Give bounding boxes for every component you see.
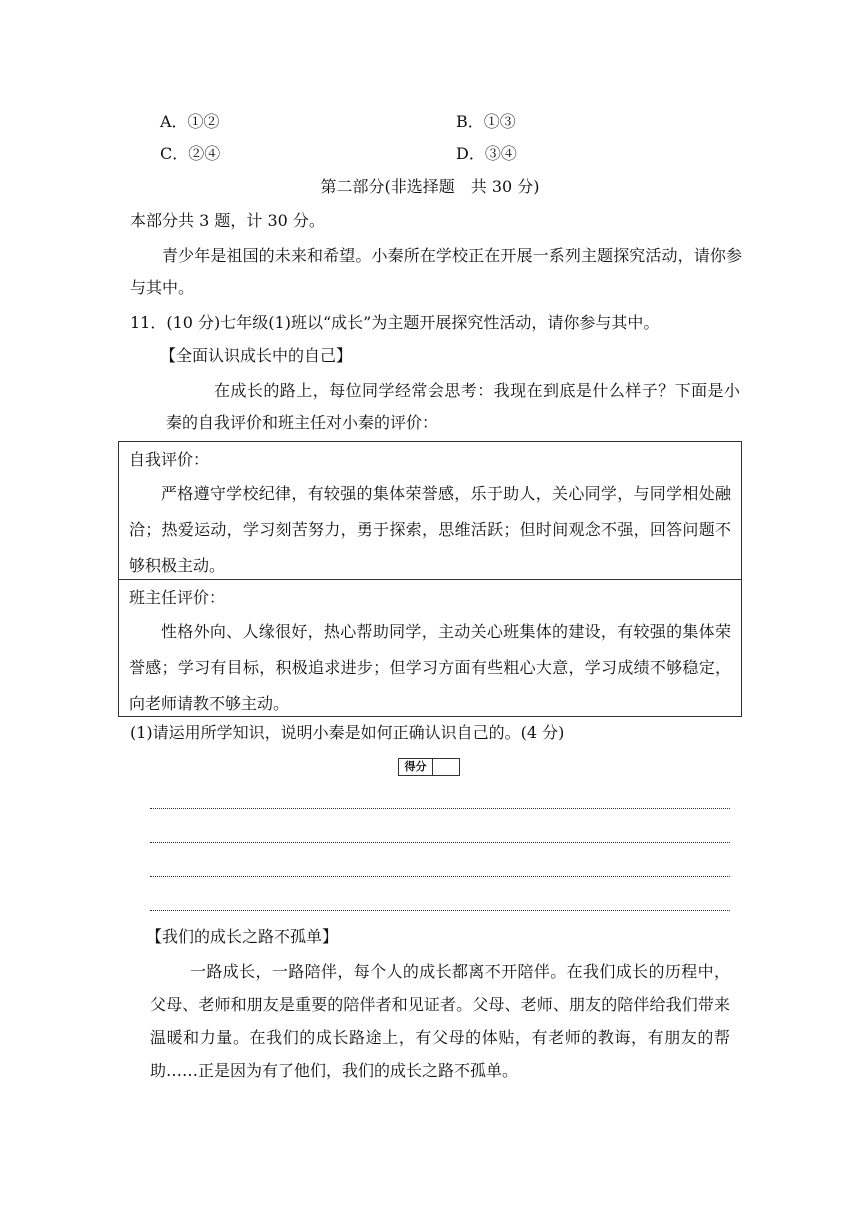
topic1-heading: 【全面认识成长中的自己】: [160, 346, 353, 365]
answer-line[interactable]: [150, 842, 730, 843]
topic2-heading: 【我们的成长之路不孤单】: [146, 927, 339, 946]
section-title: 第二部分(非选择题 共 30 分): [320, 177, 540, 196]
self-evaluation-text: 严格遵守学校纪律，有较强的集体荣誉感，乐于助人，关心同学，与同学相处融洽；热爱运动，学习刻苦努力，勇于探索，思维活跃；但时间观念不强，回答问题不够积极主动。: [129, 484, 731, 575]
self-evaluation-label: 自我评价：: [129, 450, 210, 469]
answer-line[interactable]: [150, 876, 730, 877]
section-description: 本部分共 3 题，计 30 分。: [130, 211, 325, 230]
answer-line[interactable]: [150, 910, 730, 911]
topic1-paragraph: 在成长的路上，每位同学经常会思考：我现在到底是什么样子？下面是小秦的自我评价和班主任对小秦的评价：: [166, 381, 740, 432]
score-box: [398, 758, 460, 776]
option-c: C．②④: [160, 144, 221, 163]
self-evaluation-box: [118, 441, 742, 580]
score-input[interactable]: [433, 759, 459, 775]
intro-paragraph: 青少年是祖国的未来和希望。小秦所在学校正在开展一系列主题探究活动，请你参与其中。: [130, 246, 742, 297]
option-d: D．③④: [456, 144, 517, 163]
teacher-evaluation-box: [118, 579, 742, 717]
option-a: A．①②: [160, 112, 220, 131]
option-b: B．①③: [456, 112, 516, 131]
topic2-paragraph: 一路成长，一路陪伴，每个人的成长都离不开陪伴。在我们成长的历程中，父母、老师和朋友是重要的陪伴者和见证者。父母、老师、朋友的陪伴给我们带来温暖和力量。在我们的成长路途上，有父母的体贴，有老师的教诲，有朋友的帮助……正是因为有了他们，我们的成长之路不孤单。: [150, 962, 730, 1080]
teacher-evaluation-label: 班主任评价：: [129, 588, 226, 607]
sub-question-1: (1)请运用所学知识，说明小秦是如何正确认识自己的。(4 分): [130, 723, 565, 742]
teacher-evaluation-text: 性格外向、人缘很好，热心帮助同学，主动关心班集体的建设，有较强的集体荣誉感；学习有目标，积极追求进步；但学习方面有些粗心大意，学习成绩不够稳定，向老师请教不够主动。: [129, 622, 731, 713]
score-label: 得分: [399, 759, 433, 775]
question-11: 11．(10 分)七年级(1)班以“成长”为主题开展探究性活动，请你参与其中。: [130, 313, 660, 332]
answer-line[interactable]: [150, 808, 730, 809]
